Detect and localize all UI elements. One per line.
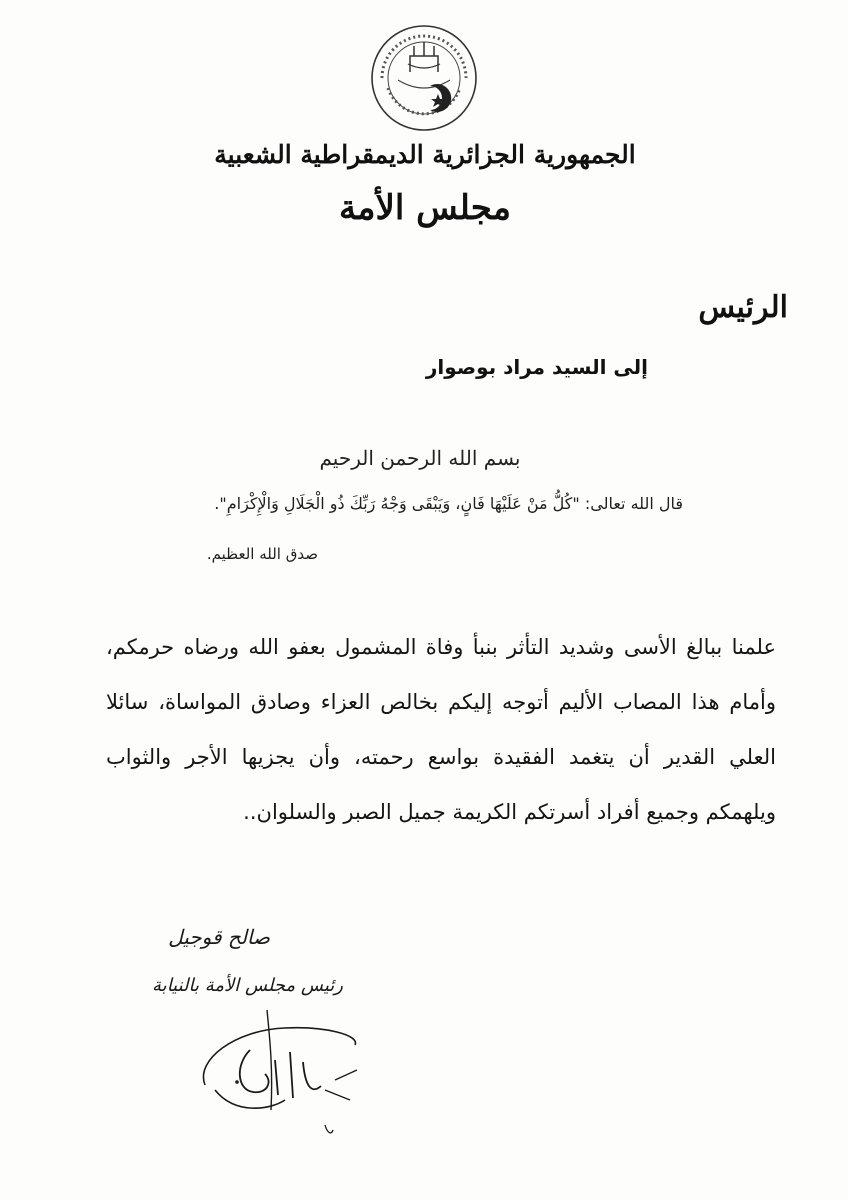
council-title: مجلس الأمة <box>339 188 511 228</box>
addressee-line: إلى السيد مراد بوصوار <box>425 355 648 379</box>
quran-verse: قال الله تعالى: "كُلُّ مَنْ عَلَيْهَا فَانٍ، وَيَبْقَى وَجْهُ رَبِّكَ ذُو الْجَلَالِ وَالْإِكْرَامِ". <box>214 494 683 513</box>
office-heading: الرئيس <box>698 290 788 325</box>
verse-closing: صدق الله العظيم. <box>206 545 318 563</box>
handwritten-signature-icon <box>175 990 385 1140</box>
signer-name: صالح قوجيل <box>168 925 270 949</box>
basmala: بسم الله الرحمن الرحيم <box>319 446 521 470</box>
signer-title: رئيس مجلس الأمة بالنيابة <box>152 975 343 996</box>
condolence-paragraph: علمنا ببالغ الأسى وشديد التأثر بنبأ وفاة المشمول بعفو الله ورضاه حرمكم، وأمام هذا المصاب الأليم أتوجه إليكم بخالص العزاء وصادق المواساة، سائلا العلي القدير أن يتغمد الفقيدة بواسع رحمته، وأن يجزيها الأجر والثواب ويلهمكم وجميع أفراد أسرتكم الكريمة جميل الصبر والسلوان.. <box>106 635 776 824</box>
republic-title: الجمهورية الجزائرية الديمقراطية الشعبية <box>214 140 636 169</box>
algeria-coat-of-arms-icon <box>368 22 480 134</box>
